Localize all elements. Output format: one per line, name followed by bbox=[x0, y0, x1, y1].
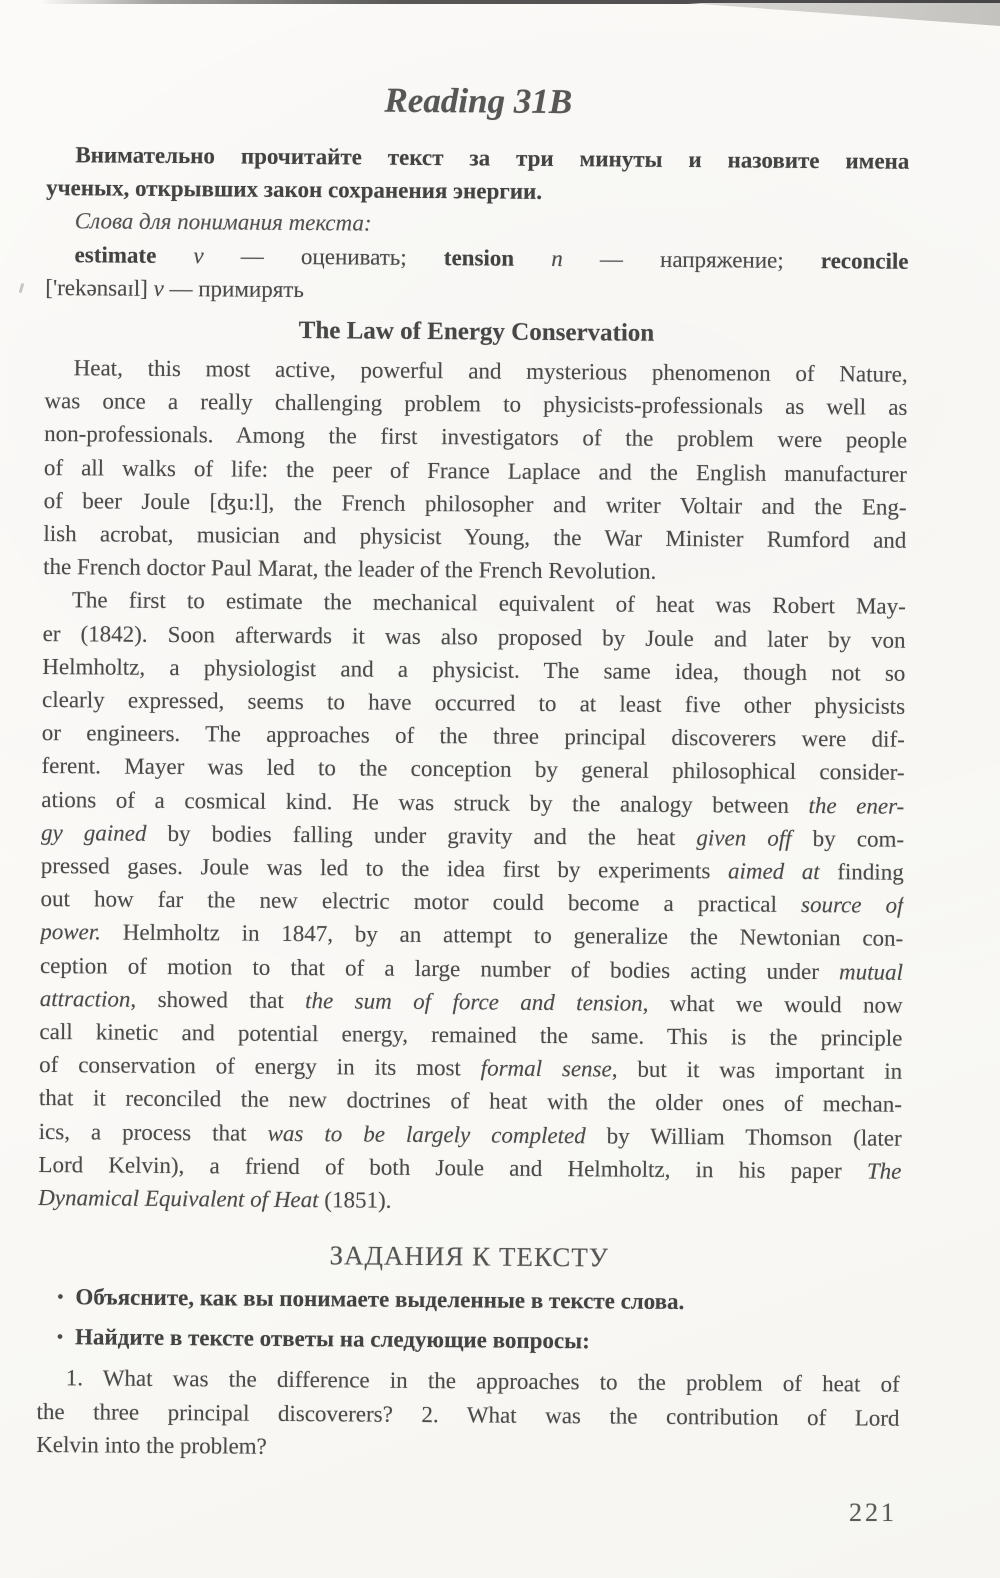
task-bullet-2 bbox=[37, 1320, 900, 1360]
tasks-title: ЗАДАНИЯ К ТЕКСТУ bbox=[329, 1240, 610, 1273]
text-run: out how far the new electric motor could become a practical bbox=[40, 886, 802, 918]
text-run: Kelvin into the problem? bbox=[36, 1431, 267, 1459]
text-run: , what we would now bbox=[642, 990, 903, 1018]
text-run: source of bbox=[800, 892, 904, 919]
text-run: gy gained bbox=[40, 819, 147, 846]
text-run: of beer Joule [ʤu:l], the French philosopher and writer Voltair and the Eng- bbox=[43, 487, 907, 520]
text-run: the sum of force and tension bbox=[305, 987, 643, 1016]
text-run: that it reconciled the new doctrines of heat with the older ones of mechan- bbox=[38, 1085, 903, 1118]
text-run: given off bbox=[696, 824, 792, 851]
page-number: 221 bbox=[849, 1498, 897, 1527]
task-bullet-1-text: Объясните, как вы понимаете выделенные в тексте слова. bbox=[75, 1284, 685, 1315]
text-run: by com- bbox=[791, 825, 905, 852]
text-run: v bbox=[193, 242, 204, 268]
text-run: Dynamical Equivalent of Heat bbox=[38, 1185, 319, 1213]
text-run: , but it was important in bbox=[611, 1056, 903, 1085]
text-run: pressed gases. Joule was led to the idea first by experiments bbox=[40, 853, 729, 884]
text-run: Helmholtz in 1847, by an attempt to generalize the Newtonian con- bbox=[100, 919, 904, 952]
text-run: of conservation of energy in its most bbox=[39, 1052, 481, 1081]
text-run: Внимательно прочитайте текст за три минуты и назовите имена bbox=[75, 142, 910, 174]
text-run: by William Thomson (later bbox=[585, 1122, 902, 1151]
instruction-paragraph bbox=[46, 138, 909, 211]
text-run: ations of a cosmical kind. He was struck by the analogy between bbox=[41, 786, 809, 818]
text-run: Heat, this most active, powerful and mysterious phenomenon of Nature, bbox=[73, 355, 908, 387]
text-run: power. bbox=[40, 919, 102, 945]
task-bullet-1 bbox=[37, 1280, 900, 1320]
bullet-icon: • bbox=[57, 1327, 64, 1347]
text-run: The bbox=[866, 1158, 902, 1184]
scan-noise-speck bbox=[19, 283, 25, 293]
text-run: The first to estimate the mechanical equivalent of heat was Robert May- bbox=[71, 587, 906, 620]
text-run: or engineers. The approaches of the three principal discoverers were dif- bbox=[41, 720, 905, 753]
text-line bbox=[45, 271, 908, 311]
text-run: reconcile bbox=[820, 247, 909, 274]
text-run: — оценивать; bbox=[203, 242, 444, 270]
text-run: , showed that bbox=[130, 986, 306, 1013]
lesson-title: Reading 31B bbox=[384, 80, 573, 122]
text-run: attraction bbox=[39, 985, 131, 1012]
text-run: the French doctor Paul Marat, the leader of the French Revolution. bbox=[43, 554, 657, 585]
vocab-entries bbox=[45, 238, 908, 311]
text-line bbox=[36, 1428, 899, 1468]
vocab-intro: Слова для понимания текста: bbox=[74, 208, 372, 236]
text-run: ['rekənsaɪl] bbox=[45, 274, 154, 301]
scan-corner-shade bbox=[688, 3, 1000, 26]
questions-paragraph bbox=[36, 1361, 900, 1467]
text-run: — примирять bbox=[163, 275, 304, 302]
text-run: ics, a process that bbox=[38, 1118, 268, 1146]
text-run: er (1842). Soon afterwards it was also proposed by Joule and later by von bbox=[42, 620, 906, 653]
text-title: The Law of Energy Conservation bbox=[298, 317, 655, 347]
text-run: ученых, открывших закон сохранения энергии. bbox=[46, 175, 543, 205]
text-line bbox=[38, 1181, 901, 1221]
text-run: was once a really challenging problem to physicists-professionals as well as bbox=[44, 388, 908, 420]
text-run: was to be largely completed bbox=[267, 1120, 586, 1148]
text-run: v bbox=[153, 275, 164, 301]
text-run: Lord Kelvin), a friend of both Joule and Helmholtz, in his paper bbox=[38, 1151, 868, 1184]
bullet-icon: • bbox=[57, 1287, 64, 1307]
text-run: clearly expressed, seems to have occurred to at least five other physicists bbox=[42, 687, 906, 719]
text-run: finding bbox=[819, 859, 904, 885]
text-run: lish acrobat, musician and physicist Young, the War Minister Rumford and bbox=[43, 521, 907, 553]
text-run: of all walks of life: the peer of France Laplace and the English manufacturer bbox=[43, 454, 907, 487]
text-run: estimate bbox=[74, 241, 194, 268]
text-run: non-professionals. Among the first investigators of the problem were people bbox=[44, 421, 908, 454]
page-content bbox=[36, 76, 910, 1468]
text-run: the ener- bbox=[808, 792, 905, 819]
reading-paragraph-2 bbox=[38, 583, 906, 1221]
text-run: ception of motion to that of a large number of bodies acting under bbox=[39, 952, 840, 984]
text-run: mutual bbox=[839, 958, 904, 985]
text-run: aimed at bbox=[727, 858, 820, 885]
task-bullet-2-text: Найдите в тексте ответы на следующие вопросы: bbox=[74, 1324, 590, 1354]
text-run: n bbox=[551, 245, 563, 271]
text-run: by bodies falling under gravity and the heat bbox=[146, 820, 697, 850]
text-run: Helmholtz, a physiologist and a physicist. The same idea, though not so bbox=[42, 653, 906, 686]
text-run: call kinetic and potential energy, remained the same. This is the principle bbox=[39, 1019, 903, 1051]
text-run: tension bbox=[443, 244, 552, 271]
text-run: the three principal discoverers? 2. What was the contribution of Lord bbox=[36, 1398, 900, 1431]
text-run: — напряжение; bbox=[562, 245, 821, 273]
text-run: ferent. Mayer was led to the conception by general philosophical consider- bbox=[41, 753, 905, 786]
text-run: formal sense bbox=[480, 1055, 612, 1082]
reading-paragraph-1 bbox=[43, 351, 908, 590]
text-run: 1. What was the difference in the approaches to the problem of heat of bbox=[65, 1365, 900, 1398]
text-run: (1851). bbox=[318, 1187, 392, 1213]
